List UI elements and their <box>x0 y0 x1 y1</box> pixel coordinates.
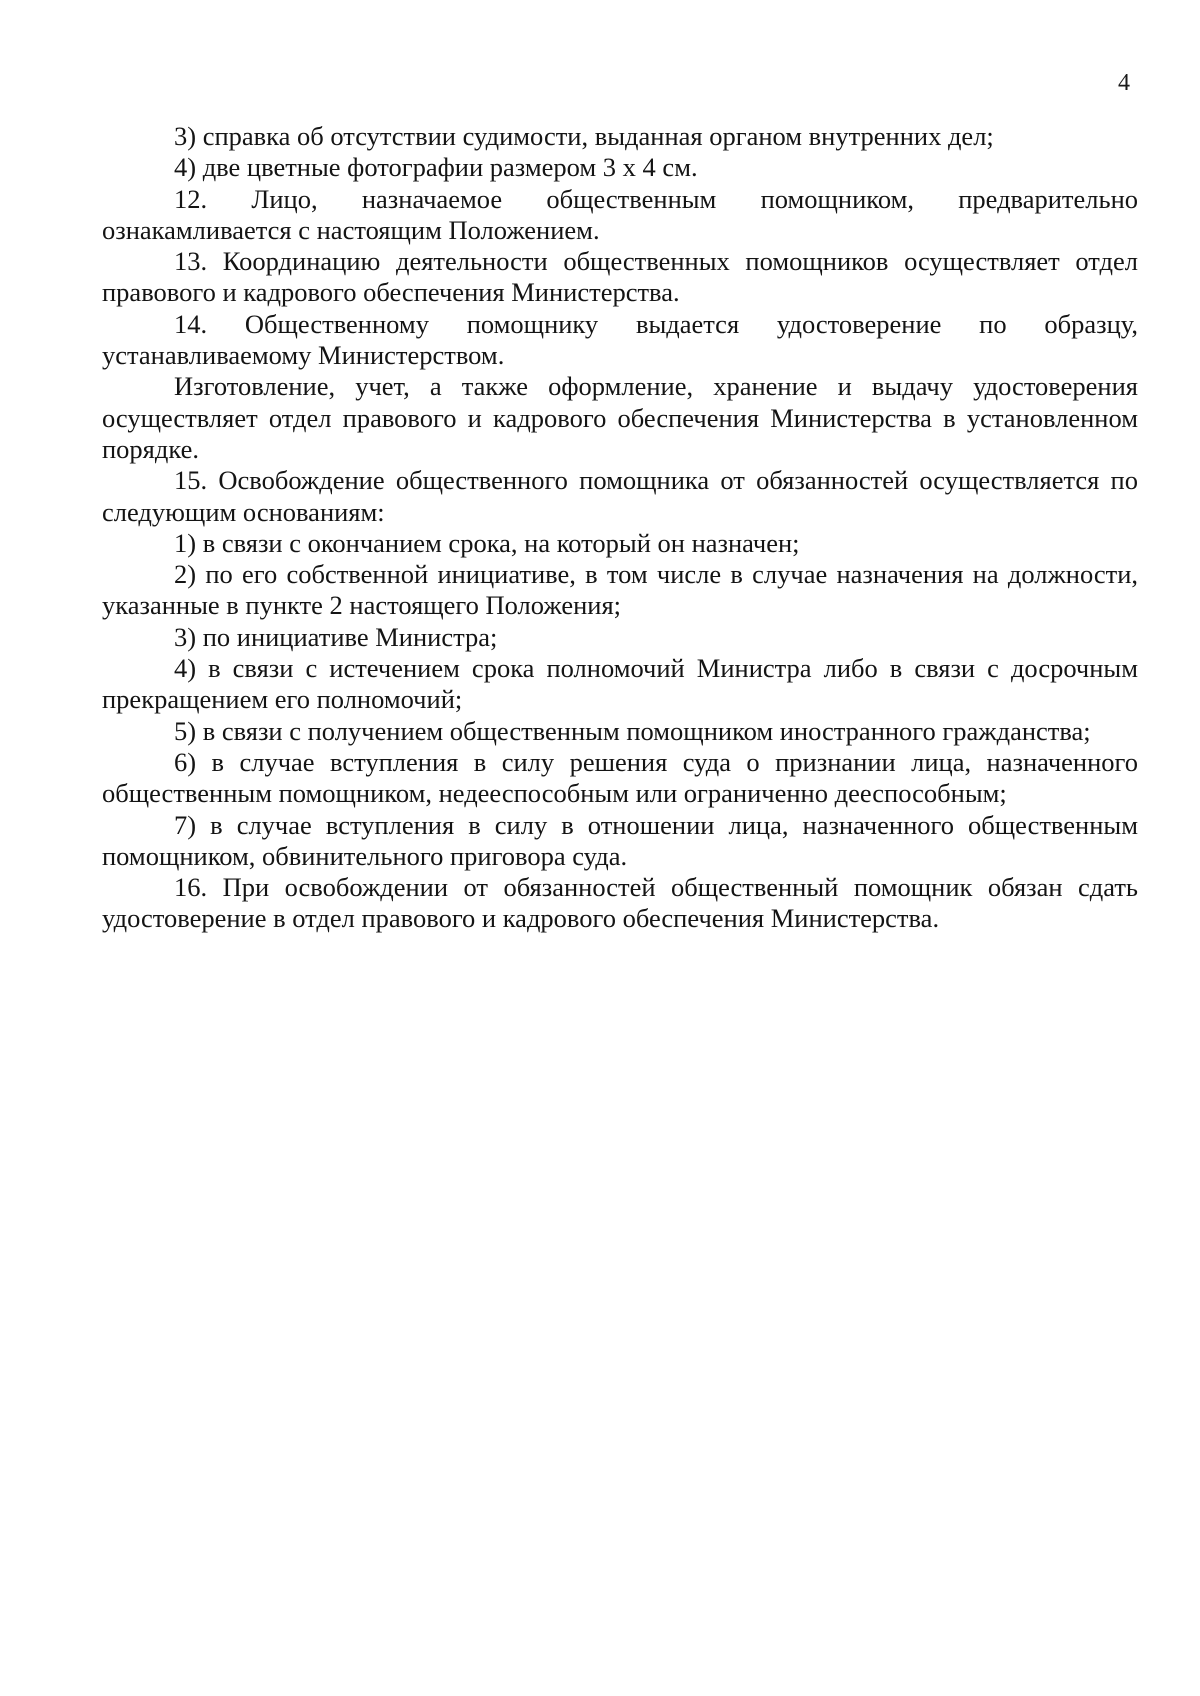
paragraph-ground-7: 7) в случае вступления в силу в отношении лица, назначенного общественным помощником, обвинительного приговора суда. <box>102 809 1138 871</box>
paragraph-ground-5: 5) в связи с получением общественным помощником иностранного гражданства; <box>174 715 1091 746</box>
paragraph-clause-12: 12. Лицо, назначаемое общественным помощником, предварительно ознакамливается с настоящим Положением. <box>102 183 1138 245</box>
paragraph-clause-14: 14. Общественному помощнику выдается удостоверение по образцу, устанавливаемому Министерством. <box>102 308 1138 371</box>
paragraph-item-4-photos: 4) две цветные фотографии размером 3 х 4 см. <box>174 152 698 183</box>
document-body <box>102 121 1138 935</box>
page-number: 4 <box>1118 70 1130 96</box>
paragraph-ground-1: 1) в связи с окончанием срока, на который он назначен; <box>174 527 800 558</box>
paragraph-ground-2: 2) по его собственной инициативе, в том числе в случае назначения на должности, указанные в пункте 2 настоящего Положения; <box>102 559 1138 621</box>
paragraph-ground-4: 4) в связи с истечением срока полномочий Министра либо в связи с досрочным прекращением его полномочий; <box>102 653 1138 715</box>
paragraph-clause-16: 16. При освобождении от обязанностей общественный помощник обязан сдать удостоверение в отдел правового и кадрового обеспечения Министерства. <box>102 872 1138 934</box>
paragraph-ground-3: 3) по инициативе Министра; <box>174 621 498 652</box>
paragraph-ground-6: 6) в случае вступления в силу решения суда о признании лица, назначенного общественным помощником, недееспособным или ограниченно дееспособным; <box>102 746 1138 809</box>
paragraph-item-3-certificate: 3) справка об отсутствии судимости, выданная органом внутренних дел; <box>174 121 994 151</box>
paragraph-clause-14-issuance: Изготовление, учет, а также оформление, хранение и выдачу удостоверения осуществляет отдел правового и кадрового обеспечения Министерства в установленном порядке. <box>102 371 1138 464</box>
paragraph-clause-15: 15. Освобождение общественного помощника от обязанностей осуществляется по следующим основаниям: <box>102 465 1138 527</box>
paragraph-clause-13: 13. Координацию деятельности общественных помощников осуществляет отдел правового и кадрового обеспечения Министерства. <box>102 246 1138 308</box>
